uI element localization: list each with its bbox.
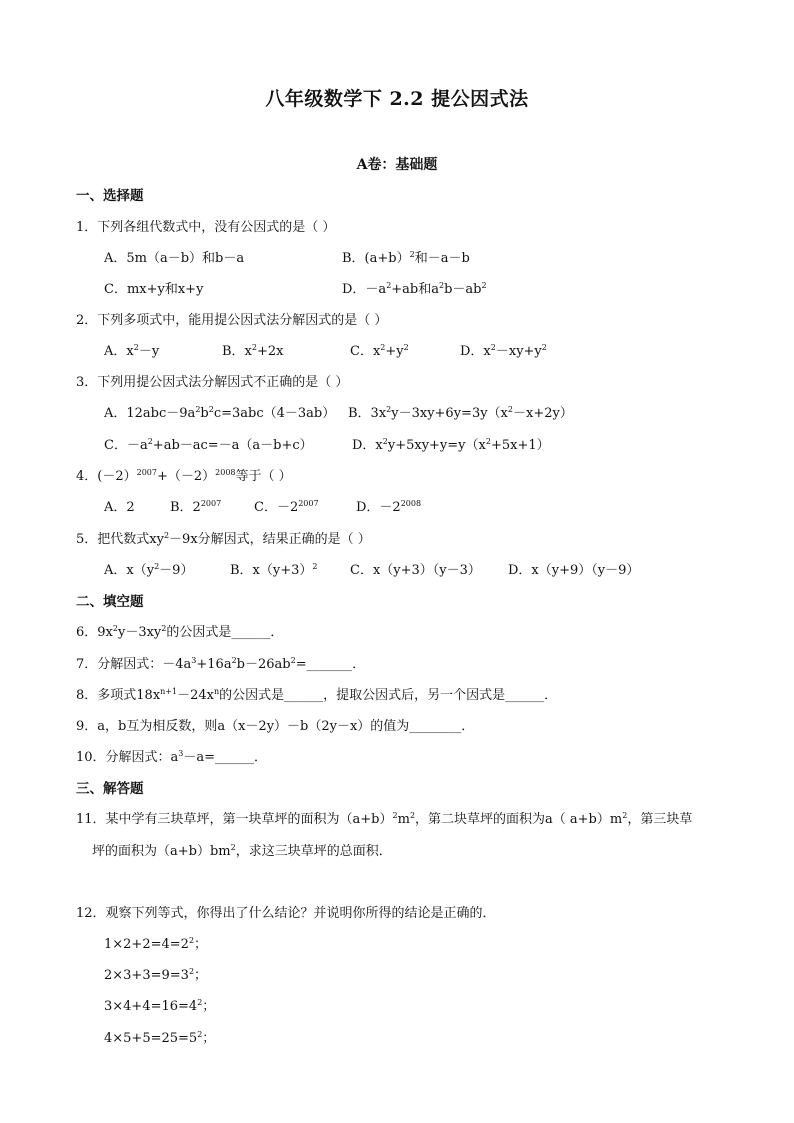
question-9: 9．a，b互为相反数，则a（x－2y）－b（2y－x）的值为________． [76, 719, 475, 734]
question-11-line-1: 11．某中学有三块草坪，第一块草坪的面积为$(a+b)^2m^2$，第二块草坪的面积为a（ $a+b)m^2$，第三块草 [76, 811, 693, 827]
section-fill-heading: 二、填空题 [76, 594, 144, 610]
question-10: 10．分解因式：$a^3-a=\_\_\_\_\_\_$． [76, 749, 268, 765]
question-6: 6．$9x^2y-3xy^2$的公因式是______． [76, 624, 284, 640]
q2-option-b: B．$x^2+2x$ [222, 343, 284, 359]
q12-equation-3: $3\times 4+4=16=4^2$； [104, 998, 216, 1014]
question-12-stem: 12．观察下列等式，你得出了什么结论？并说明你所得的结论是正确的． [76, 906, 496, 921]
section-a-heading: A卷：基础题 [356, 157, 438, 173]
section-answer-heading: 三、解答题 [76, 781, 144, 797]
q2-option-d: D．$x^2-xy+y^2$ [460, 343, 547, 359]
question-7: 7．分解因式：$-4a^3+16a^2b-26ab^2=\_\_\_\_\_\_\_$． [76, 656, 366, 672]
q12-equation-4: $4\times 5+5=25=5^2$； [104, 1030, 216, 1046]
q1-option-c: C．mx+y和x+y [104, 282, 204, 297]
q12-equation-2: $2\times 3+3=9=3^2$； [104, 967, 208, 983]
section-choice-heading: 一、选择题 [76, 188, 144, 204]
q2-option-c: C．$x^2+y^2$ [350, 343, 409, 359]
q2-option-a: A．$x^2-y$ [104, 343, 160, 359]
q12-equation-1: $1\times 2+2=4=2^2$； [104, 936, 208, 952]
q3-option-a: A．$12abc-9a^2b^2c=3abc(4-3ab)$ [104, 405, 336, 421]
question-2-stem: 2．下列多项式中，能用提公因式法分解因式的是（ ） [76, 313, 388, 328]
q5-option-d: D．x（y+9）（y－9） [508, 563, 640, 578]
question-8: 8．多项式$18x^{n+1}-24x^n$的公因式是______，提取公因式后，另一个因式是______． [76, 687, 558, 703]
q4-option-d: D．$-2^{2008}$ [356, 499, 422, 515]
question-1-stem: 1．下列各组代数式中，没有公因式的是（ ） [76, 220, 336, 235]
question-11-line-2: 坪的面积为$(a+b)bm^2$，求这三块草坪的总面积． [92, 843, 392, 859]
question-4-stem: 4．$(-2)^{2007}+(-2)^{2008}$等于（ ） [76, 468, 292, 484]
q4-option-b: B．$2^{2007}$ [170, 499, 222, 515]
q5-option-b: B．$x(y+3)^2$ [230, 562, 318, 578]
q1-option-a: A．5m（a－b）和b－a [104, 251, 245, 266]
q5-option-a: A．$x(y^2-9)$ [104, 562, 194, 578]
q4-option-c: C．$-2^{2007}$ [254, 499, 319, 515]
question-5-stem: 5．把代数式$xy^2-9x$分解因式，结果正确的是（ ） [76, 531, 371, 547]
q3-option-d: D．$x^2y+5xy+y=y(x^2+5x+1)$ [352, 437, 550, 453]
q1-option-d: D．$-a^2+ab$和$a^2b-ab^2$ [342, 281, 487, 297]
q5-option-c: C．x（y+3）（y－3） [350, 563, 481, 578]
q3-option-c: C．$-a^2+ab-ac=-a(a-b+c)$ [104, 437, 313, 453]
page-title: 八年级数学下 2.2 提公因式法 [265, 88, 529, 110]
q3-option-b: B．$3x^2y-3xy+6y=3y(x^2-x+2y)$ [348, 405, 573, 421]
q1-option-b: B．(a+b）$^2$和－a－b [342, 250, 470, 266]
q4-option-a: A．2 [104, 500, 135, 515]
question-3-stem: 3．下列用提公因式法分解因式不正确的是（ ） [76, 375, 349, 390]
